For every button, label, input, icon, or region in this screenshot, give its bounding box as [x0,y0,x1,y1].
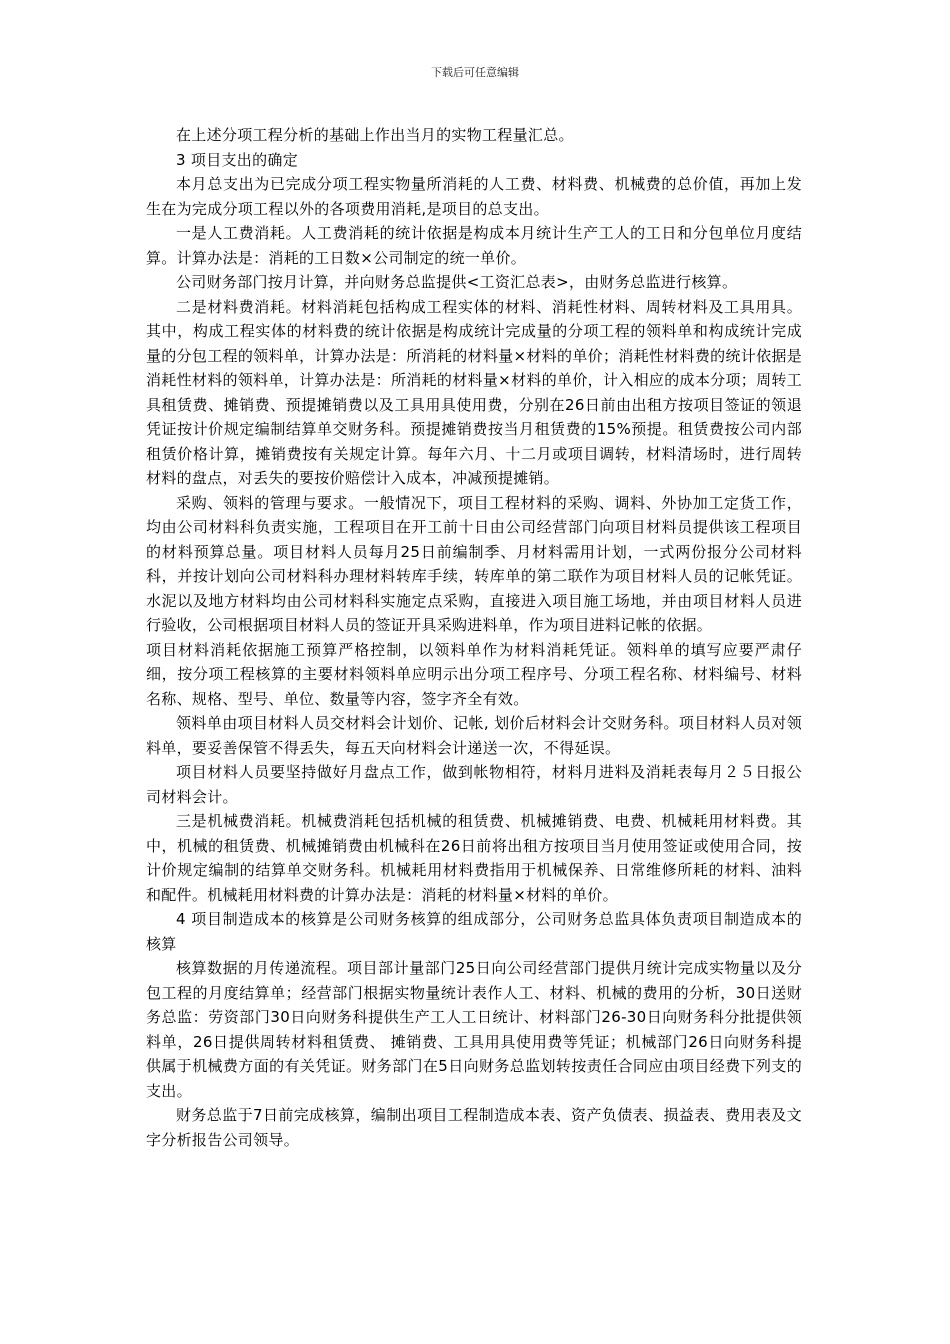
paragraph-purchasing: 采购、领料的管理与要求。一般情况下，项目工程材料的采购、调料、外协加工定货工作，均由公司材料科负责实施，工程项目在开工前十日由公司经营部门向项目材料员提供该工程项目的材料预算总量。项目材料人员每月25日前编制季、月材料需用计划，一式两份报分公司材料科，并按计划向公司材料科办理材料转库手续，转库单的第二联作为项目材料人员的记帐凭证。水泥以及地方材料均由公司材料科实施定点采购，直接进入项目施工场地，并由项目材料人员进行验收，公司根据项目材料人员的签证开具采购进料单，作为项目进料记帐的依据。 [146,493,802,634]
paragraph-requisition: 领料单由项目材料人员交材料会计划价、记帐, 划价后材料会计交财务科。项目材料人员对领料单，要妥善保管不得丢失，每五天向材料会计递送一次，不得延误。 [146,714,802,757]
paragraph-machinery-cost: 三是机械费消耗。机械费消耗包括机械的租赁费、机械摊销费、电费、机械耗用材料费。其中，机械的租赁费、机械摊销费由机械科在26日前将出租方按项目当月使用签证或使用合同，按计价规定编制的结算单交财务科。机械耗用材料费指用于机械保养、日常维修所耗的材料、油料和配件。机械耗用材料费的计算办法是：消耗的材料量×材料的单价。 [146,812,802,904]
paragraph-final-report: 财务总监于7日前完成核算，编制出项目工程制造成本表、资产负债表、损益表、费用表及文字分析报告公司领导。 [146,1106,802,1149]
section-heading-3: 3 项目支出的确定 [176,150,299,169]
paragraph-material-consumption: 项目材料消耗依据施工预算严格控制，以领料单作为材料消耗凭证。领料单的填写应要严肃仔细，按分项工程核算的主要材料领料单应明示出分项工程序号、分项工程名称、材料编号、材料名称、规格、型号、单位、数量等内容，签字齐全有效。 [146,640,802,708]
page-header: 下载后可任意编辑 [431,66,519,79]
paragraph-total-expenditure: 本月总支出为已完成分项工程实物量所消耗的人工费、材料费、机械费的总价值，再加上发生在为完成分项工程以外的各项费用消耗,是项目的总支出。 [146,175,802,218]
section-heading-4: 4 项目制造成本的核算是公司财务核算的组成部分，公司财务总监具体负责项目制造成本的核算 [146,910,802,953]
paragraph-finance-dept: 公司财务部门按月计算，并向财务总监提供<工资汇总表>，由财务总监进行核算。 [176,273,738,291]
paragraph-inventory: 项目材料人员要坚持做好月盘点工作，做到帐物相符，材料月进料及消耗表每月２５日报公司材料会计。 [146,763,802,806]
paragraph-labor-cost: 一是人工费消耗。人工费消耗的统计依据是构成本月统计生产工人的工日和分包单位月度结算。计算办法是：消耗的工日数×公司制定的统一单价。 [146,224,802,267]
paragraph-summary: 在上述分项工程分析的基础上作出当月的实物工程量汇总。 [176,126,574,144]
paragraph-material-cost: 二是材料费消耗。材料消耗包括构成工程实体的材料、消耗性材料、周转材料及工具用具。其中，构成工程实体的材料费的统计依据是构成统计完成量的分项工程的领料单和构成统计完成量的分包工程的领料单，计算办法是：所消耗的材料量×材料的单价；消耗性材料费的统计依据是消耗性材料的领料单，计算办法是：所消耗的材料量×材料的单价，计入相应的成本分项；周转工具租赁费、摊销费、预提摊销费以及工具用具使用费，分别在26日前由出租方按项目签证的领退凭证按计价规定编制结算单交财务科。预提摊销费按当月租赁费的15%预提。租赁费按公司内部租赁价格计算，摊销费按有关规定计算。每年六月、十二月或项目调转，材料清场时，进行周转材料的盘点，对丢失的要按价赔偿计入成本，冲减预提摊销。 [146,297,802,487]
document-body [146,123,802,1152]
paragraph-data-flow: 核算数据的月传递流程。项目部计量部门25日向公司经营部门提供月统计完成实物量以及分包工程的月度结算单；经营部门根据实物量统计表作人工、材料、机械的费用的分析，30日送财务总监：劳资部门30日向财务科提供生产工人工日统计、材料部门26-30日向财务科分批提供领料单，26日提供周转材料租赁费、 摊销费、工具用具使用费等凭证；机械部门26日向财务科提供属于机械费方面的有关凭证。财务部门在5日向财务总监划转按责任合同应由项目经费下列支的支出。 [146,959,802,1100]
